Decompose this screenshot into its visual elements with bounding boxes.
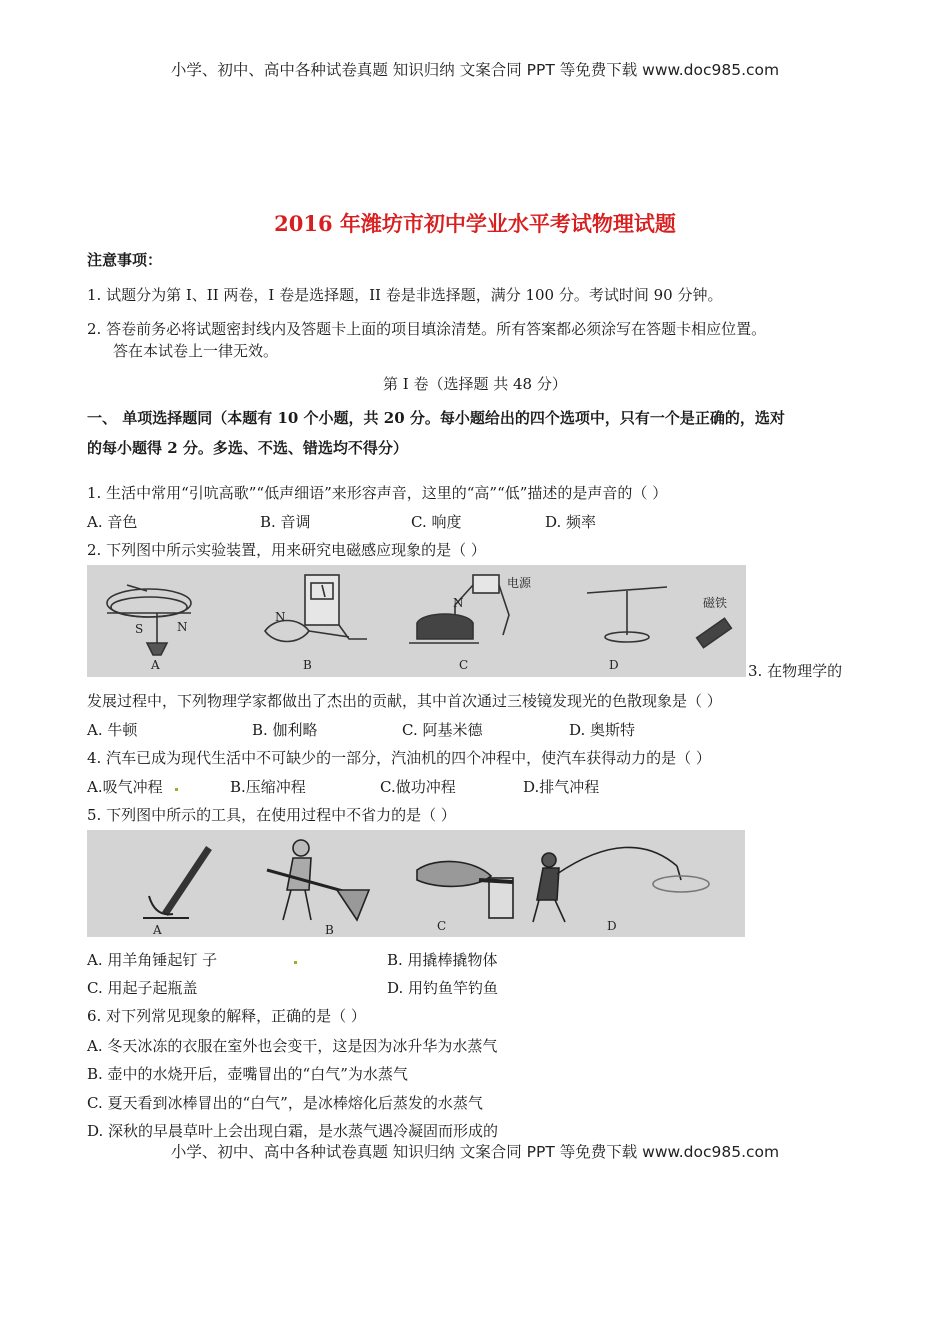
- q5-figure-d: [533, 847, 709, 922]
- q5-option-c: C. 用起子起瓶盖: [87, 979, 198, 997]
- note-1: 1. 试题分为第 I、II 两卷，I 卷是选择题，II 卷是非选择题，满分 100 分。考试时间 90 分钟。: [87, 286, 723, 304]
- q2-fig-label-n2: N: [275, 610, 286, 624]
- section-heading-line2: 的每小题得 2 分。多选、不选、错选均不得分）: [87, 439, 408, 457]
- q6-option-b: B. 壶中的水烧开后，壶嘴冒出的“白气”为水蒸气: [87, 1065, 408, 1083]
- page-header: 小学、初中、高中各种试卷真题 知识归纳 文案合同 PPT 等免费下载 www.doc985.com: [170, 61, 780, 79]
- q1-option-a: A. 音色: [87, 513, 138, 531]
- page-footer: 小学、初中、高中各种试卷真题 知识归纳 文案合同 PPT 等免费下载 www.doc985.com: [170, 1143, 780, 1161]
- q2-figure: [87, 565, 746, 677]
- q2-figure-b: [265, 575, 367, 642]
- q4-stem: 4. 汽车已成为现代生活中不可缺少的一部分，汽油机的四个冲程中，使汽车获得动力的是（ ）: [87, 749, 711, 767]
- q4-option-a: A.吸气冲程: [87, 778, 163, 796]
- q3-option-b: B. 伽利略: [252, 721, 318, 739]
- q2-fig-label-s: S: [135, 622, 144, 636]
- section-heading-line1: 一、 单项选择题同（本题有 10 个小题，共 20 分。每小题给出的四个选项中，只有一个是正确的，选对: [87, 409, 785, 427]
- q5-label-a: A: [153, 923, 162, 937]
- q2-fig-label-magnet: 磁铁: [703, 596, 728, 610]
- q2-label-c: C: [459, 658, 469, 672]
- q3-option-a: A. 牛顿: [87, 721, 138, 739]
- q5-label-c: C: [437, 919, 447, 933]
- q6-option-a: A. 冬天冰冻的衣服在室外也会变干，这是因为冰升华为水蒸气: [87, 1037, 498, 1055]
- q5-figure-b: [267, 840, 369, 920]
- q6-option-c: C. 夏天看到冰棒冒出的“白气”，是冰棒熔化后蒸发的水蒸气: [87, 1094, 483, 1112]
- q5-label-b: B: [325, 923, 334, 937]
- q3-stem-part2: 发展过程中，下列物理学家都做出了杰出的贡献，其中首次通过三棱镜发现光的色散现象是（ ）: [87, 692, 722, 710]
- q5-option-b: B. 用撬棒撬物体: [387, 951, 498, 969]
- q2-fig-label-n1: N: [177, 620, 188, 634]
- note-2: 2. 答卷前务必将试题密封线内及答题卡上面的项目填涂清楚。所有答案都必须涂写在答题卡相应位置。: [87, 320, 767, 338]
- exam-title: 2016 年潍坊市初中学业水平考试物理试题: [274, 211, 676, 236]
- q5-option-a: A. 用羊角锤起钉 子: [87, 951, 218, 969]
- q2-stem: 2. 下列图中所示实验装置，用来研究电磁感应现象的是（ ）: [87, 541, 486, 559]
- q5-figure-c: [417, 861, 513, 918]
- q1-option-b: B. 音调: [260, 513, 311, 531]
- q2-label-d: D: [609, 658, 619, 672]
- q5-stem: 5. 下列图中所示的工具，在使用过程中不省力的是（ ）: [87, 806, 456, 824]
- q2-label-a: A: [151, 658, 160, 672]
- note-2-continued: 答在本试卷上一律无效。: [113, 342, 279, 360]
- q2-fig-label-power: 电源: [507, 576, 532, 590]
- part-heading: 第 I 卷（选择题 共 48 分）: [383, 375, 567, 393]
- q3-stem-part1: 3. 在物理学的: [748, 662, 843, 680]
- q3-option-d: D. 奥斯特: [569, 721, 636, 739]
- q5-label-d: D: [607, 919, 617, 933]
- q5-figure-a: [143, 848, 209, 918]
- q6-stem: 6. 对下列常见现象的解释，正确的是（ ）: [87, 1007, 366, 1025]
- q2-label-b: B: [303, 658, 312, 672]
- q4-option-c: C.做功冲程: [380, 778, 456, 796]
- q4-option-b: B.压缩冲程: [230, 778, 306, 796]
- q5-option-d: D. 用钓鱼竿钓鱼: [387, 979, 499, 997]
- q2-fig-label-n3: N: [453, 596, 464, 610]
- q1-stem: 1. 生活中常用“引吭高歌”“低声细语”来形容声音，这里的“高”“低”描述的是声音的（ ）: [87, 484, 668, 502]
- q4-option-d: D.排气冲程: [523, 778, 600, 796]
- q1-option-c: C. 响度: [411, 513, 462, 531]
- notes-heading: 注意事项：: [87, 251, 163, 269]
- q3-option-c: C. 阿基米德: [402, 721, 483, 739]
- q1-option-d: D. 频率: [545, 513, 597, 531]
- q5-figure: [87, 830, 745, 937]
- q6-option-d: D. 深秋的早晨草叶上会出现白霜，是水蒸气遇冷凝固而形成的: [87, 1122, 499, 1140]
